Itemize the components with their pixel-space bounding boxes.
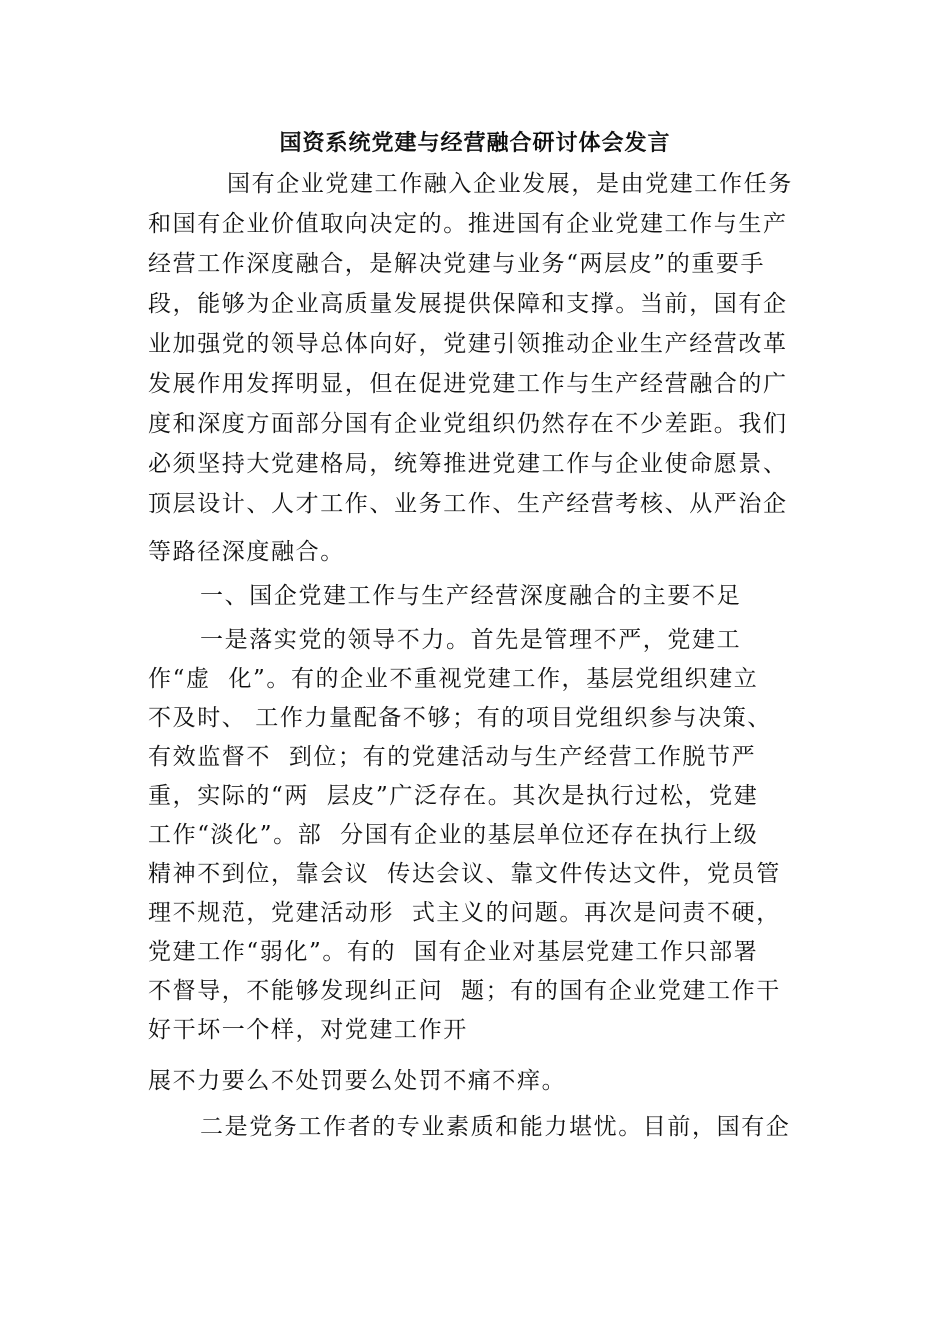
paragraph-line: 段，能够为企业高质量发展提供保障和支撑。当前，国有企: [148, 291, 788, 317]
paragraph-line: 作“虚 化”。有的企业不重视党建工作，基层党组织建立: [148, 666, 759, 692]
paragraph-line: 重，实际的“两 层皮”广泛存在。其次是执行过松，党建: [148, 783, 759, 809]
paragraph-line: 二是党务工作者的专业素质和能力堪忧。目前，国有企: [200, 1114, 791, 1140]
section-heading: 一、国企党建工作与生产经营深度融合的主要不足: [200, 583, 742, 609]
paragraph-line: 必须坚持大党建格局，统筹推进党建工作与企业使命愿景、: [148, 451, 788, 477]
paragraph-line: 理不规范，党建活动形 式主义的问题。再次是问责不硬，: [148, 900, 781, 926]
paragraph-line: 一是落实党的领导不力。首先是管理不严，党建工: [200, 627, 742, 653]
paragraph-line: 发展作用发挥明显，但在促进党建工作与生产经营融合的广: [148, 371, 788, 397]
paragraph-line: 业加强党的领导总体向好，党建引领推动企业生产经营改革: [148, 331, 788, 357]
paragraph-line: 好干坏一个样，对党建工作开: [148, 1017, 468, 1043]
paragraph-line: 经营工作深度融合，是解决党建与业务“两层皮”的重要手: [148, 251, 766, 277]
paragraph-line: 顶层设计、人才工作、业务工作、生产经营考核、从严治企: [148, 491, 788, 517]
paragraph-line: 党建工作“弱化”。有的 国有企业对基层党建工作只部署: [148, 939, 759, 965]
paragraph-line: 展不力要么不处罚要么处罚不痛不痒。: [148, 1068, 567, 1094]
paragraph-line: 度和深度方面部分国有企业党组织仍然存在不少差距。我们: [148, 411, 788, 437]
paragraph-line: 和国有企业价值取向决定的。推进国有企业党建工作与生产: [148, 211, 788, 237]
document-title: 国资系统党建与经营融合研讨体会发言: [279, 130, 671, 156]
paragraph-line: 工作“淡化”。部 分国有企业的基层单位还存在执行上级: [148, 822, 759, 848]
paragraph-line: 不督导，不能够发现纠正问 题；有的国有企业党建工作干: [148, 978, 781, 1004]
paragraph-line: 精神不到位，靠会议 传达会议、靠文件传达文件，党员管: [148, 861, 781, 887]
paragraph-line: 等路径深度融合。: [148, 539, 345, 565]
paragraph-line: 国有企业党建工作融入企业发展，是由党建工作任务: [227, 171, 793, 197]
paragraph-line: 有效监督不 到位；有的党建活动与生产经营工作脱节严: [148, 744, 757, 770]
paragraph-line: 不及时、 工作力量配备不够；有的项目党组织参与决策、: [148, 705, 772, 731]
